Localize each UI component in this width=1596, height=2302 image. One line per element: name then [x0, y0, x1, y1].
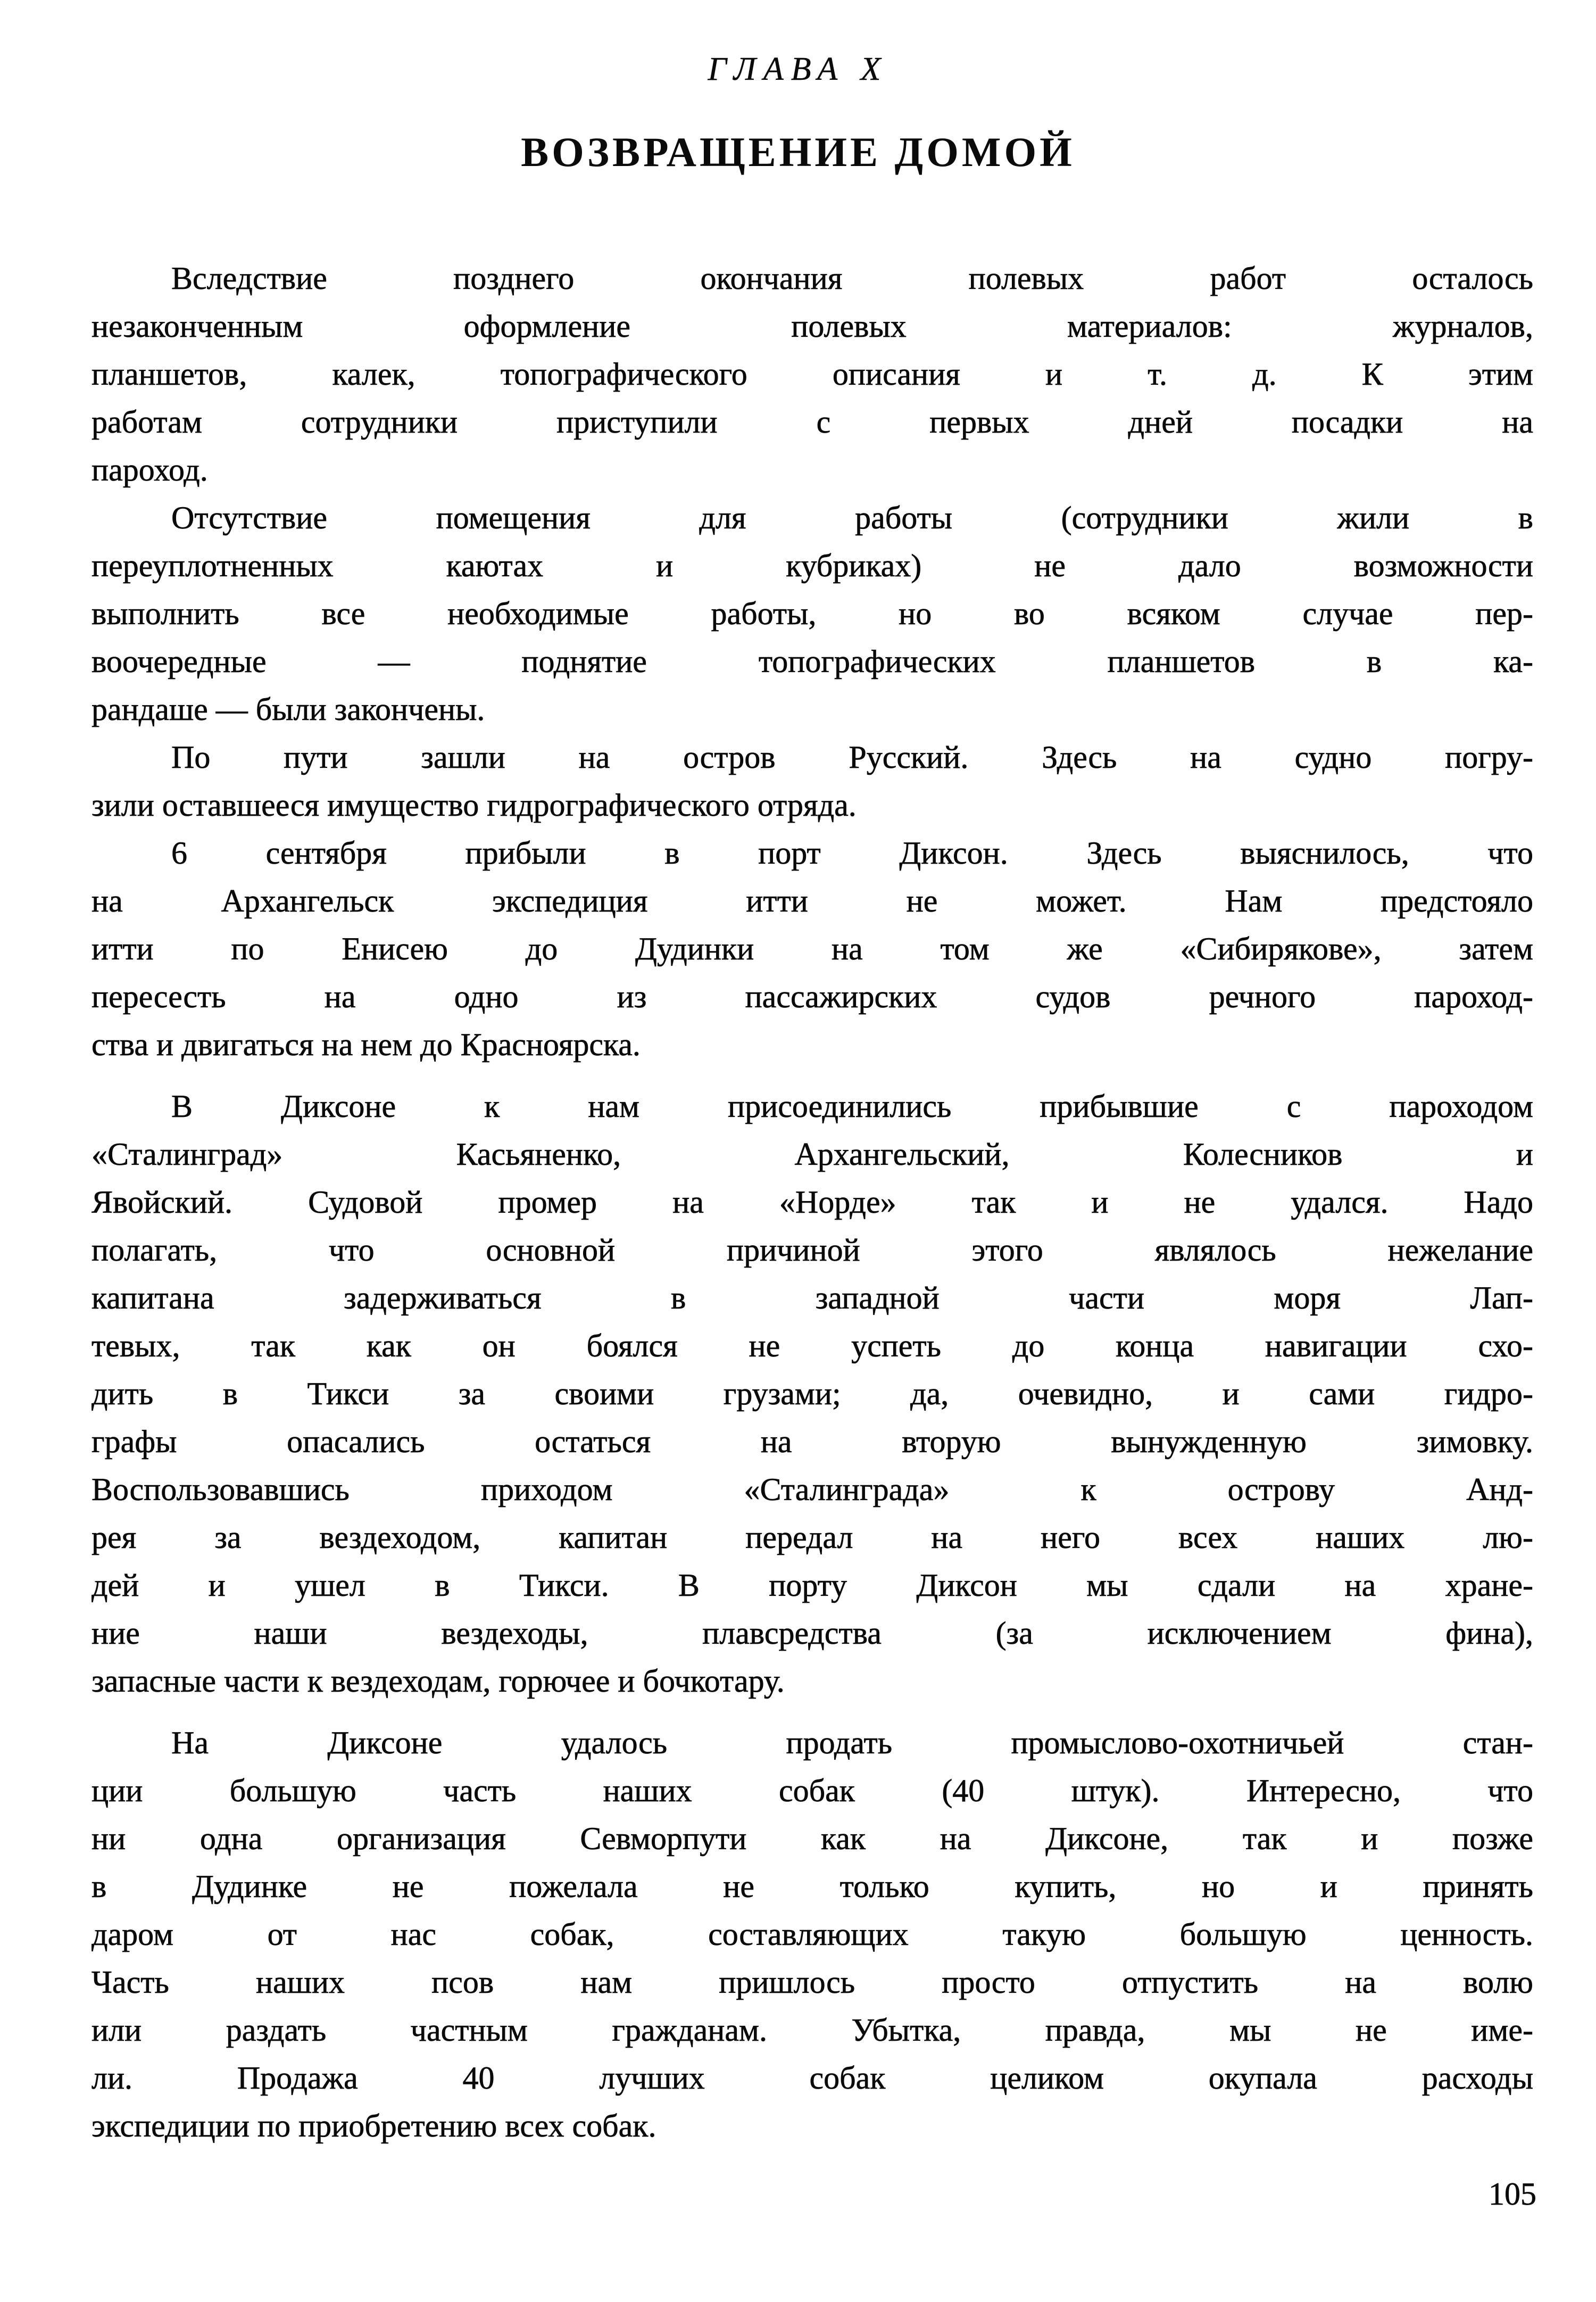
page-number: 105	[1489, 2176, 1536, 2212]
text-line: рея за вездеходом, капитан передал на него всех наших лю-	[92, 1520, 1533, 1555]
text-line: «Сталинград» Касьяненко, Архангельский, Колесников и	[92, 1137, 1533, 1172]
text-line: рандаше — были закончены.	[92, 692, 485, 727]
text-line: По пути зашли на остров Русский. Здесь на судно погру-	[171, 740, 1533, 775]
paragraph	[92, 494, 1533, 733]
text-line: дей и ушел в Тикси. В порту Диксон мы сдали на хране-	[92, 1568, 1533, 1603]
paragraph	[92, 829, 1533, 1069]
text-line: 6 сентября прибыли в порт Диксон. Здесь выяснилось, что	[171, 835, 1533, 871]
text-line: ние наши вездеходы, плавсредства (за исключением фина),	[92, 1616, 1533, 1651]
text-line: ства и двигаться на нем до Красноярска.	[92, 1027, 641, 1062]
text-line: зили оставшееся имущество гидрографического отряда.	[92, 788, 857, 823]
text-line: экспедиции по приобретению всех собак.	[92, 2108, 656, 2143]
text-line: или раздать частным гражданам. Убытка, правда, мы не име-	[92, 2013, 1533, 2048]
text-line: На Диксоне удалось продать промыслово-охотничьей стан-	[171, 1725, 1533, 1760]
text-line: выполнить все необходимые работы, но во всяком случае пер-	[92, 596, 1533, 631]
text-line: ции большую часть наших собак (40 штук). Интересно, что	[92, 1773, 1533, 1808]
text-line: капитана задерживаться в западной части моря Лап-	[92, 1280, 1533, 1315]
text-line: Воспользовавшись приходом «Сталинграда» к острову Анд-	[92, 1472, 1533, 1507]
text-line: даром от нас собак, составляющих такую большую ценность.	[92, 1917, 1533, 1952]
text-line: в Дудинке не пожелала не только купить, но и принять	[92, 1869, 1533, 1904]
paragraph	[92, 1719, 1533, 2150]
text-line: Вследствие позднего окончания полевых работ осталось	[171, 261, 1533, 296]
text-line: Явойский. Судовой промер на «Норде» так и не удался. Надо	[92, 1185, 1533, 1220]
text-line: пароход.	[92, 452, 208, 487]
text-line: тевых, так как он боялся не успеть до конца навигации схо-	[92, 1328, 1533, 1363]
text-line: В Диксоне к нам присоединились прибывшие с пароходом	[171, 1089, 1533, 1124]
page-title: ВОЗВРАЩЕНИЕ ДОМОЙ	[521, 129, 1075, 175]
text-line: Отсутствие помещения для работы (сотрудники жили в	[171, 500, 1533, 535]
paragraph	[92, 1082, 1533, 1705]
text-line: незаконченным оформление полевых материалов: журналов,	[92, 309, 1533, 344]
text-line: планшетов, калек, топографического описания и т. д. К этим	[92, 357, 1533, 392]
text-line: ни одна организация Севморпути как на Диксоне, так и позже	[92, 1821, 1533, 1856]
text-line: полагать, что основной причиной этого являлось нежелание	[92, 1232, 1533, 1268]
text-line: дить в Тикси за своими грузами; да, очевидно, и сами гидро-	[92, 1376, 1533, 1411]
text-line: ли. Продажа 40 лучших собак целиком окупала расходы	[92, 2060, 1533, 2096]
chapter-heading: ГЛАВА X	[708, 51, 888, 87]
page-body	[92, 254, 1533, 2150]
text-line: итти по Енисею до Дудинки на том же «Сибирякове», затем	[92, 931, 1533, 966]
text-line: Часть наших псов нам пришлось просто отпустить на волю	[92, 1965, 1533, 2000]
text-line: на Архангельск экспедиция итти не может. Нам предстояло	[92, 883, 1533, 918]
paragraph	[92, 254, 1533, 494]
text-line: работам сотрудники приступили с первых дней посадки на	[92, 404, 1533, 440]
paragraph	[92, 733, 1533, 829]
text-line: запасные части к вездеходам, горючее и бочкотару.	[92, 1663, 785, 1699]
text-line: графы опасались остаться на вторую вынужденную зимовку.	[92, 1424, 1533, 1459]
text-line: пересесть на одно из пассажирских судов речного пароход-	[92, 979, 1533, 1014]
text-line: воочередные — поднятие топографических планшетов в ка-	[92, 644, 1533, 679]
text-line: переуплотненных каютах и кубриках) не дало возможности	[92, 548, 1533, 583]
